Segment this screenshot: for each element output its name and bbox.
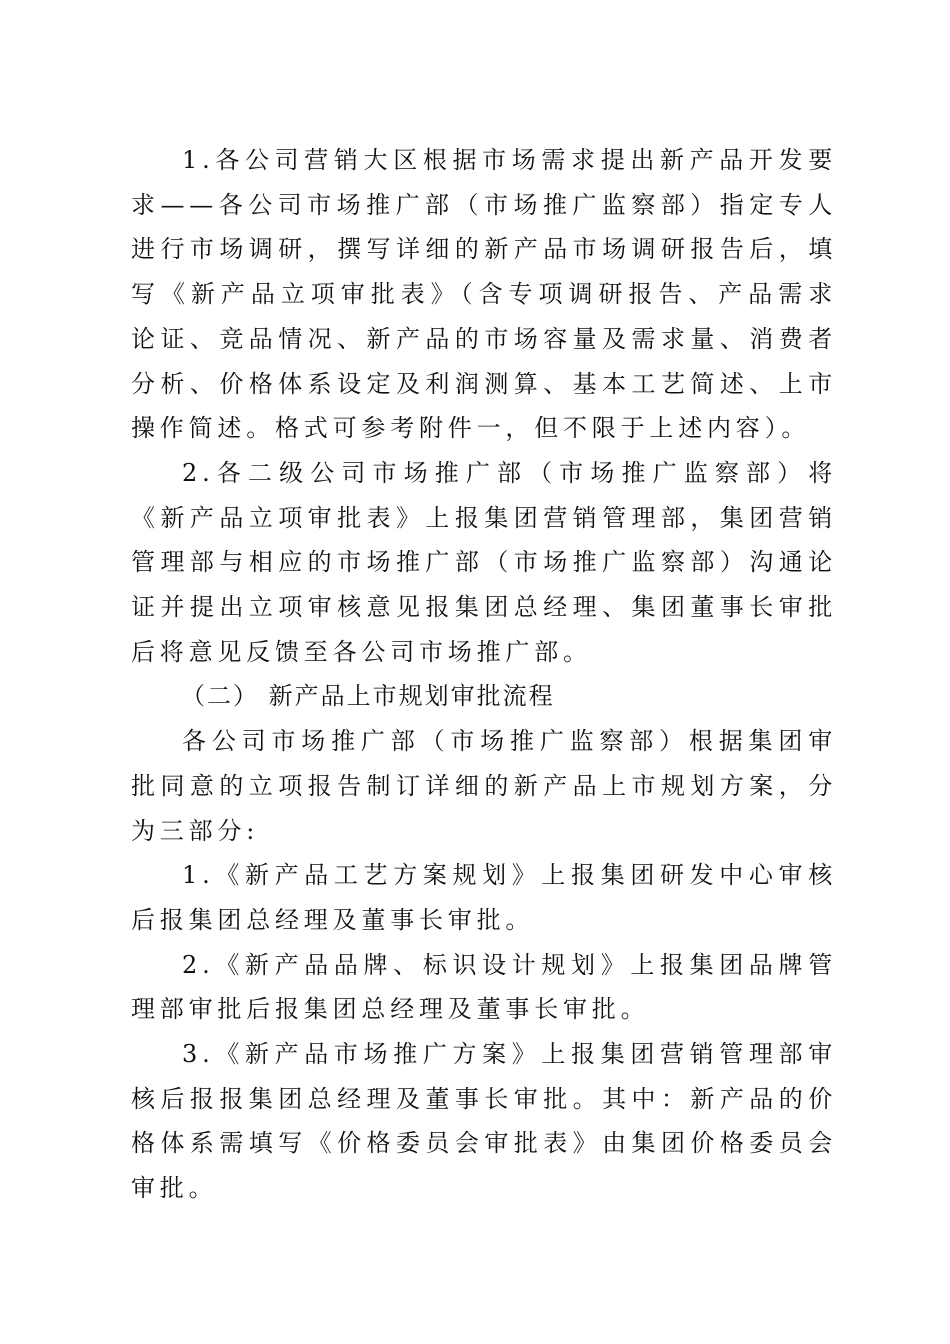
paragraph-project-proposal: 1.各公司营销大区根据市场需求提出新产品开发要求——各公司市场推广部（市场推广监察部）指定专人进行市场调研，撰写详细的新产品市场调研报告后，填写《新产品立项审批表》（含专项调研报告、产品需求论证、竞品情况、新产品的市场容量及需求量、消费者分析、价格体系设定及利润测算、基本工艺简述、上市操作简述。格式可参考附件一，但不限于上述内容）。 (131, 146, 837, 443)
paragraph-process-plan: 1.《新产品工艺方案规划》上报集团研发中心审核后报集团总经理及董事长审批。 (131, 861, 837, 934)
paragraph-approval-submission: 2.各二级公司市场推广部（市场推广监察部）将《新产品立项审批表》上报集团营销管理部，集团营销管理部与相应的市场推广部（市场推广监察部）沟通论证并提出立项审核意见报集团总经理、集团董事长审批后将意见反馈至各公司市场推广部。 (131, 458, 837, 666)
paragraph-marketing-plan: 3.《新产品市场推广方案》上报集团营销管理部审核后报报集团总经理及董事长审批。其中：新产品的价格体系需填写《价格委员会审批表》由集团价格委员会审批。 (131, 1040, 837, 1203)
section-heading-launch-planning: （二） 新产品上市规划审批流程 (181, 682, 555, 711)
paragraph-launch-plan-intro: 各公司市场推广部（市场推广监察部）根据集团审批同意的立项报告制订详细的新产品上市规划方案，分为三部分: (131, 727, 837, 845)
document-body (131, 138, 837, 1211)
paragraph-brand-plan: 2.《新产品品牌、标识设计规划》上报集团品牌管理部审批后报集团总经理及董事长审批。 (131, 950, 837, 1024)
